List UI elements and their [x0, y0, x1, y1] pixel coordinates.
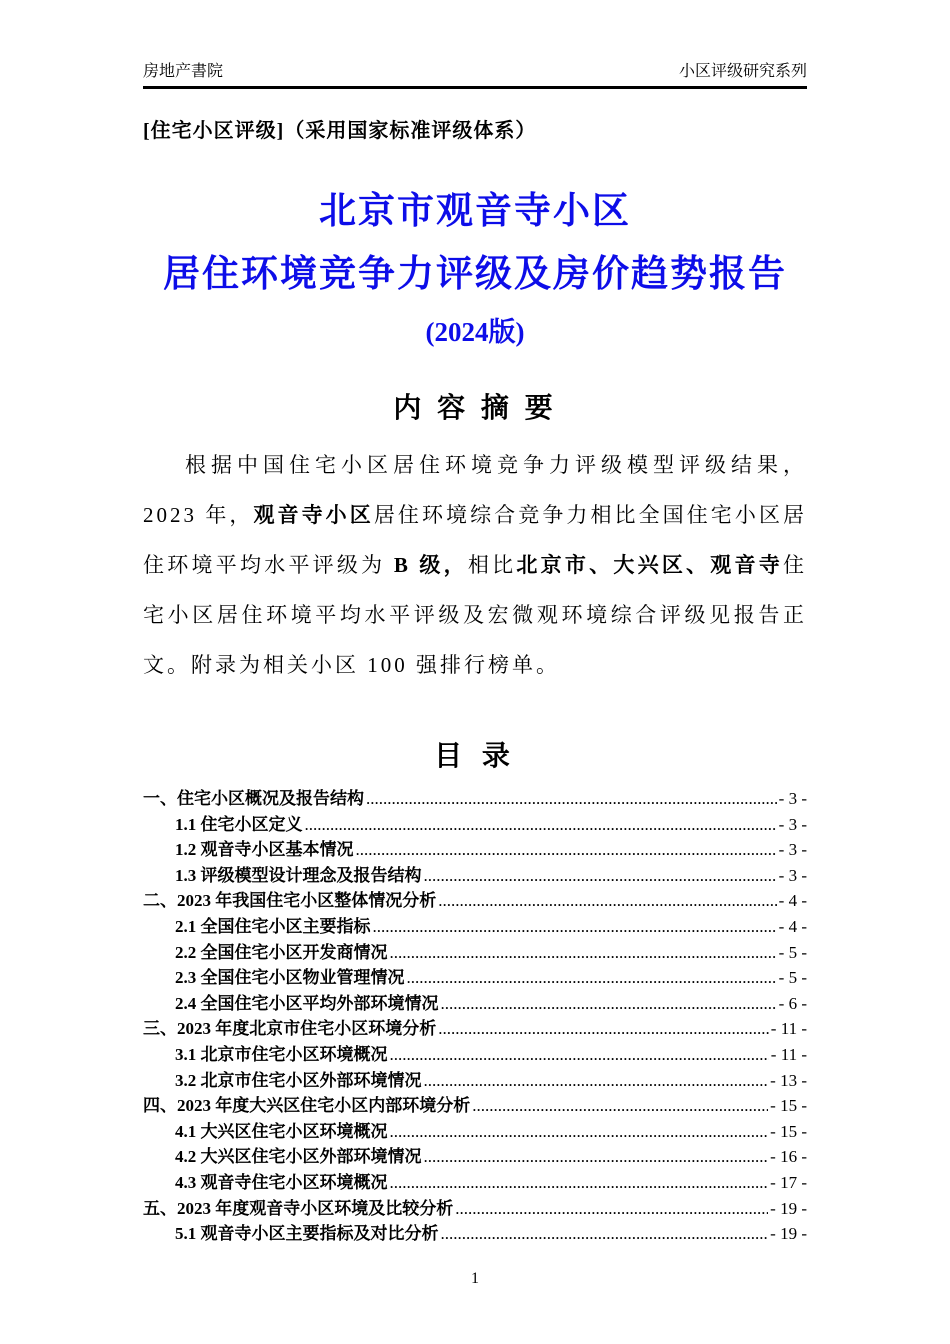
toc-leader-dots — [441, 1221, 769, 1247]
toc-entry-label: 2.3 全国住宅小区物业管理情况 — [175, 968, 405, 988]
toc-entry-label: 1.1 住宅小区定义 — [175, 814, 303, 834]
toc-entry — [143, 1042, 807, 1068]
toc-entry — [143, 812, 807, 838]
toc-entry-page: - 17 - — [770, 1172, 807, 1192]
toc-entry-page: - 15 - — [770, 1121, 807, 1141]
toc-entry-page: - 5 - — [778, 968, 807, 988]
toc-entry-page: - 11 - — [770, 1044, 807, 1064]
toc-entry-page: - 13 - — [770, 1070, 807, 1090]
summary-bold-text: 北京市、大兴区、观音寺 — [516, 553, 784, 577]
toc-entry — [143, 940, 807, 966]
toc-entry-label: 3.2 北京市住宅小区外部环境情况 — [175, 1070, 422, 1090]
toc-leader-dots — [390, 1042, 769, 1068]
toc-entry — [143, 1170, 807, 1196]
toc-leader-dots — [366, 786, 777, 812]
toc-entry-label: 一、住宅小区概况及报告结构 — [143, 789, 364, 808]
report-series-subtitle: [住宅小区评级]（采用国家标准评级体系） — [143, 120, 537, 142]
toc-entry-label: 二、2023 年我国住宅小区整体情况分析 — [143, 891, 437, 911]
summary-paragraph — [143, 440, 807, 690]
toc-leader-dots — [424, 1144, 769, 1170]
toc-entry-page: - 3 - — [778, 840, 807, 860]
toc-leader-dots — [455, 1196, 768, 1222]
report-title-edition: (2024版) — [425, 317, 525, 347]
toc-entry-label: 三、2023 年度北京市住宅小区环境分析 — [143, 1019, 437, 1039]
toc-entry-page: - 6 - — [778, 993, 807, 1013]
toc-entry — [143, 1119, 807, 1145]
toc-leader-dots — [438, 1016, 769, 1042]
toc-entry-label: 1.2 观音寺小区基本情况 — [175, 840, 354, 860]
toc-entry-page: - 16 - — [770, 1147, 807, 1167]
toc-entry-page: - 3 - — [778, 789, 807, 808]
toc-leader-dots — [472, 1093, 768, 1119]
toc-leader-dots — [305, 812, 777, 838]
toc-entry — [143, 991, 807, 1017]
toc-entry — [143, 965, 807, 991]
page-number: 1 — [471, 1270, 479, 1287]
toc-entry-page: - 3 - — [778, 865, 807, 885]
toc-entry — [143, 1016, 807, 1042]
summary-bold-text: B 级， — [393, 553, 468, 577]
summary-text: 根据中国住宅小区居住环境竞争力评级模型评级结果，2023 年， — [143, 453, 807, 527]
toc-entry-page: - 19 - — [770, 1198, 807, 1218]
toc-heading: 目 录 — [434, 740, 516, 771]
toc-leader-dots — [424, 863, 777, 889]
toc-entry-page: - 3 - — [778, 814, 807, 834]
summary-heading: 内 容 摘 要 — [393, 392, 557, 423]
toc-leader-dots — [390, 1119, 769, 1145]
toc-entry — [143, 1068, 807, 1094]
toc-leader-dots — [438, 888, 776, 914]
toc-entry-label: 2.2 全国住宅小区开发商情况 — [175, 942, 388, 962]
toc-leader-dots — [390, 940, 777, 966]
toc-entry-label: 五、2023 年度观音寺小区环境及比较分析 — [143, 1198, 454, 1218]
toc-entry — [143, 1093, 807, 1119]
toc-entry-page: - 4 - — [778, 916, 807, 936]
toc-entry — [143, 837, 807, 863]
toc-entry — [143, 914, 807, 940]
summary-text: 住宅小区居住环境平均水平评级及宏微观环境综合评级见报告正文。附录为相关小区 100 强排行榜单。 — [143, 553, 808, 677]
toc-entry — [143, 1196, 807, 1222]
summary-text: 相比 — [467, 553, 517, 577]
toc-entry-label: 四、2023 年度大兴区住宅小区内部环境分析 — [143, 1096, 471, 1116]
toc-entry — [143, 1221, 807, 1247]
toc-entry — [143, 1144, 807, 1170]
toc-entry-label: 4.1 大兴区住宅小区环境概况 — [175, 1121, 388, 1141]
toc-leader-dots — [373, 914, 777, 940]
toc-leader-dots — [441, 991, 777, 1017]
toc-leader-dots — [356, 837, 777, 863]
toc-entry-label: 4.2 大兴区住宅小区外部环境情况 — [175, 1147, 422, 1167]
toc-entry — [143, 786, 807, 812]
toc-entry-page: - 15 - — [770, 1096, 807, 1116]
page-header — [143, 58, 807, 89]
toc-leader-dots — [390, 1170, 769, 1196]
toc-entry-label: 3.1 北京市住宅小区环境概况 — [175, 1044, 388, 1064]
toc-entry — [143, 863, 807, 889]
header-right-text: 小区评级研究系列 — [678, 63, 807, 80]
toc-entry-label: 4.3 观音寺住宅小区环境概况 — [175, 1172, 388, 1192]
toc-leader-dots — [407, 965, 777, 991]
toc-entry-label: 2.4 全国住宅小区平均外部环境情况 — [175, 993, 439, 1013]
toc-entry-page: - 4 - — [778, 891, 807, 911]
toc-list — [143, 786, 807, 1247]
header-left-text: 房地产書院 — [143, 63, 224, 80]
report-title-line2: 居住环境竞争力评级及房价趋势报告 — [163, 254, 787, 295]
toc-entry-page: - 5 - — [778, 942, 807, 962]
summary-bold-text: 观音寺小区 — [253, 503, 374, 527]
toc-entry-label: 1.3 评级模型设计理念及报告结构 — [175, 865, 422, 885]
report-title-block — [143, 193, 807, 346]
toc-entry-label: 2.1 全国住宅小区主要指标 — [175, 916, 371, 936]
toc-leader-dots — [424, 1068, 769, 1094]
toc-entry-page: - 11 - — [770, 1019, 807, 1039]
report-title-line1: 北京市观音寺小区 — [319, 191, 631, 232]
summary-text: 居住环境综合竞争力相比全国住宅小区居住环境平均水平评级为 — [143, 503, 808, 577]
toc-entry-label: 5.1 观音寺小区主要指标及对比分析 — [175, 1224, 439, 1244]
toc-entry — [143, 888, 807, 914]
toc-entry-page: - 19 - — [770, 1224, 807, 1244]
